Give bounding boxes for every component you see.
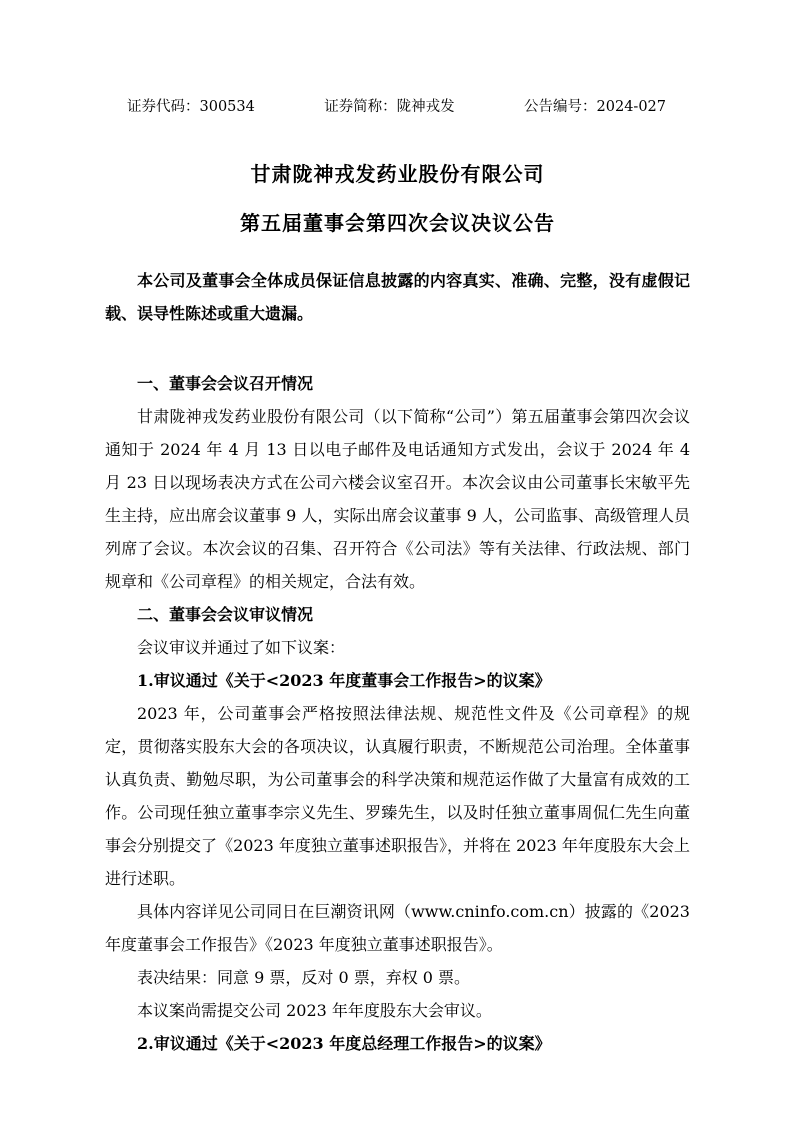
stock-short-name: 证券简称：陇神戎发 [324,99,455,115]
document-header [105,95,690,116]
item1-paragraph1: 2023 年，公司董事会严格按照法律法规、规范性文件及《公司章程》的规定，贯彻落实股东大会的各项决议，认真履行职责，不断规范公司治理。全体董事认真负责、勤勉尽职，为公司董事会的科学决策和规范运作做了大量富有成效的工作。公司现任独立董事李宗义先生、罗臻先生，以及时任独立董事周侃仁先生向董事会分别提交了《2023 年度独立董事述职报告》，并将在 2023 年年度股东大会上进行述职。 [105,704,690,888]
item1-vote-result: 表决结果：同意 9 票，反对 0 票，弃权 0 票。 [137,968,471,987]
item1-submission-note: 本议案尚需提交公司 2023 年年度股东大会审议。 [137,1001,492,1020]
disclaimer-statement: 本公司及董事会全体成员保证信息披露的内容真实、准确、完整，没有虚假记载、误导性陈述或重大遗漏。 [105,271,690,323]
item1-heading: 1.审议通过《关于<2023 年度董事会工作报告>的议案》 [137,671,551,690]
section1-paragraph: 甘肃陇神戎发药业股份有限公司（以下简称“公司”）第五届董事会第四次会议通知于 2024 年 4 月 13 日以电子邮件及电话通知方式发出，会议于 2024 年 4 月 23 日以现场表决方式在公司六楼会议室召开。本次会议由公司董事长宋敏平先生主持，应出席会议董事 9 人，实际出席会议董事 9 人，公司监事、高级管理人员列席了会议。本次会议的召集、召开符合《公司法》等有关法律、行政法规、部门规章和《公司章程》的相关规定，合法有效。 [105,407,690,591]
section2-intro: 会议审议并通过了如下议案： [137,638,346,657]
announcement-number: 公告编号：2024-027 [524,99,666,115]
stock-code: 证券代码：300534 [127,99,255,115]
item2-heading: 2.审议通过《关于<2023 年度总经理工作报告>的议案》 [137,1034,551,1053]
section2-heading: 二、董事会会议审议情况 [137,605,314,624]
item1-paragraph2: 具体内容详见公司同日在巨潮资讯网（www.cninfo.com.cn）披露的《2023 年度董事会工作报告》《2023 年度独立董事述职报告》。 [105,902,690,954]
spacer [105,330,690,367]
announcement-title: 第五届董事会第四次会议决议公告 [240,211,555,235]
section1-heading: 一、董事会会议召开情况 [137,374,314,393]
company-name-title: 甘肃陇神戎发药业股份有限公司 [250,162,545,186]
